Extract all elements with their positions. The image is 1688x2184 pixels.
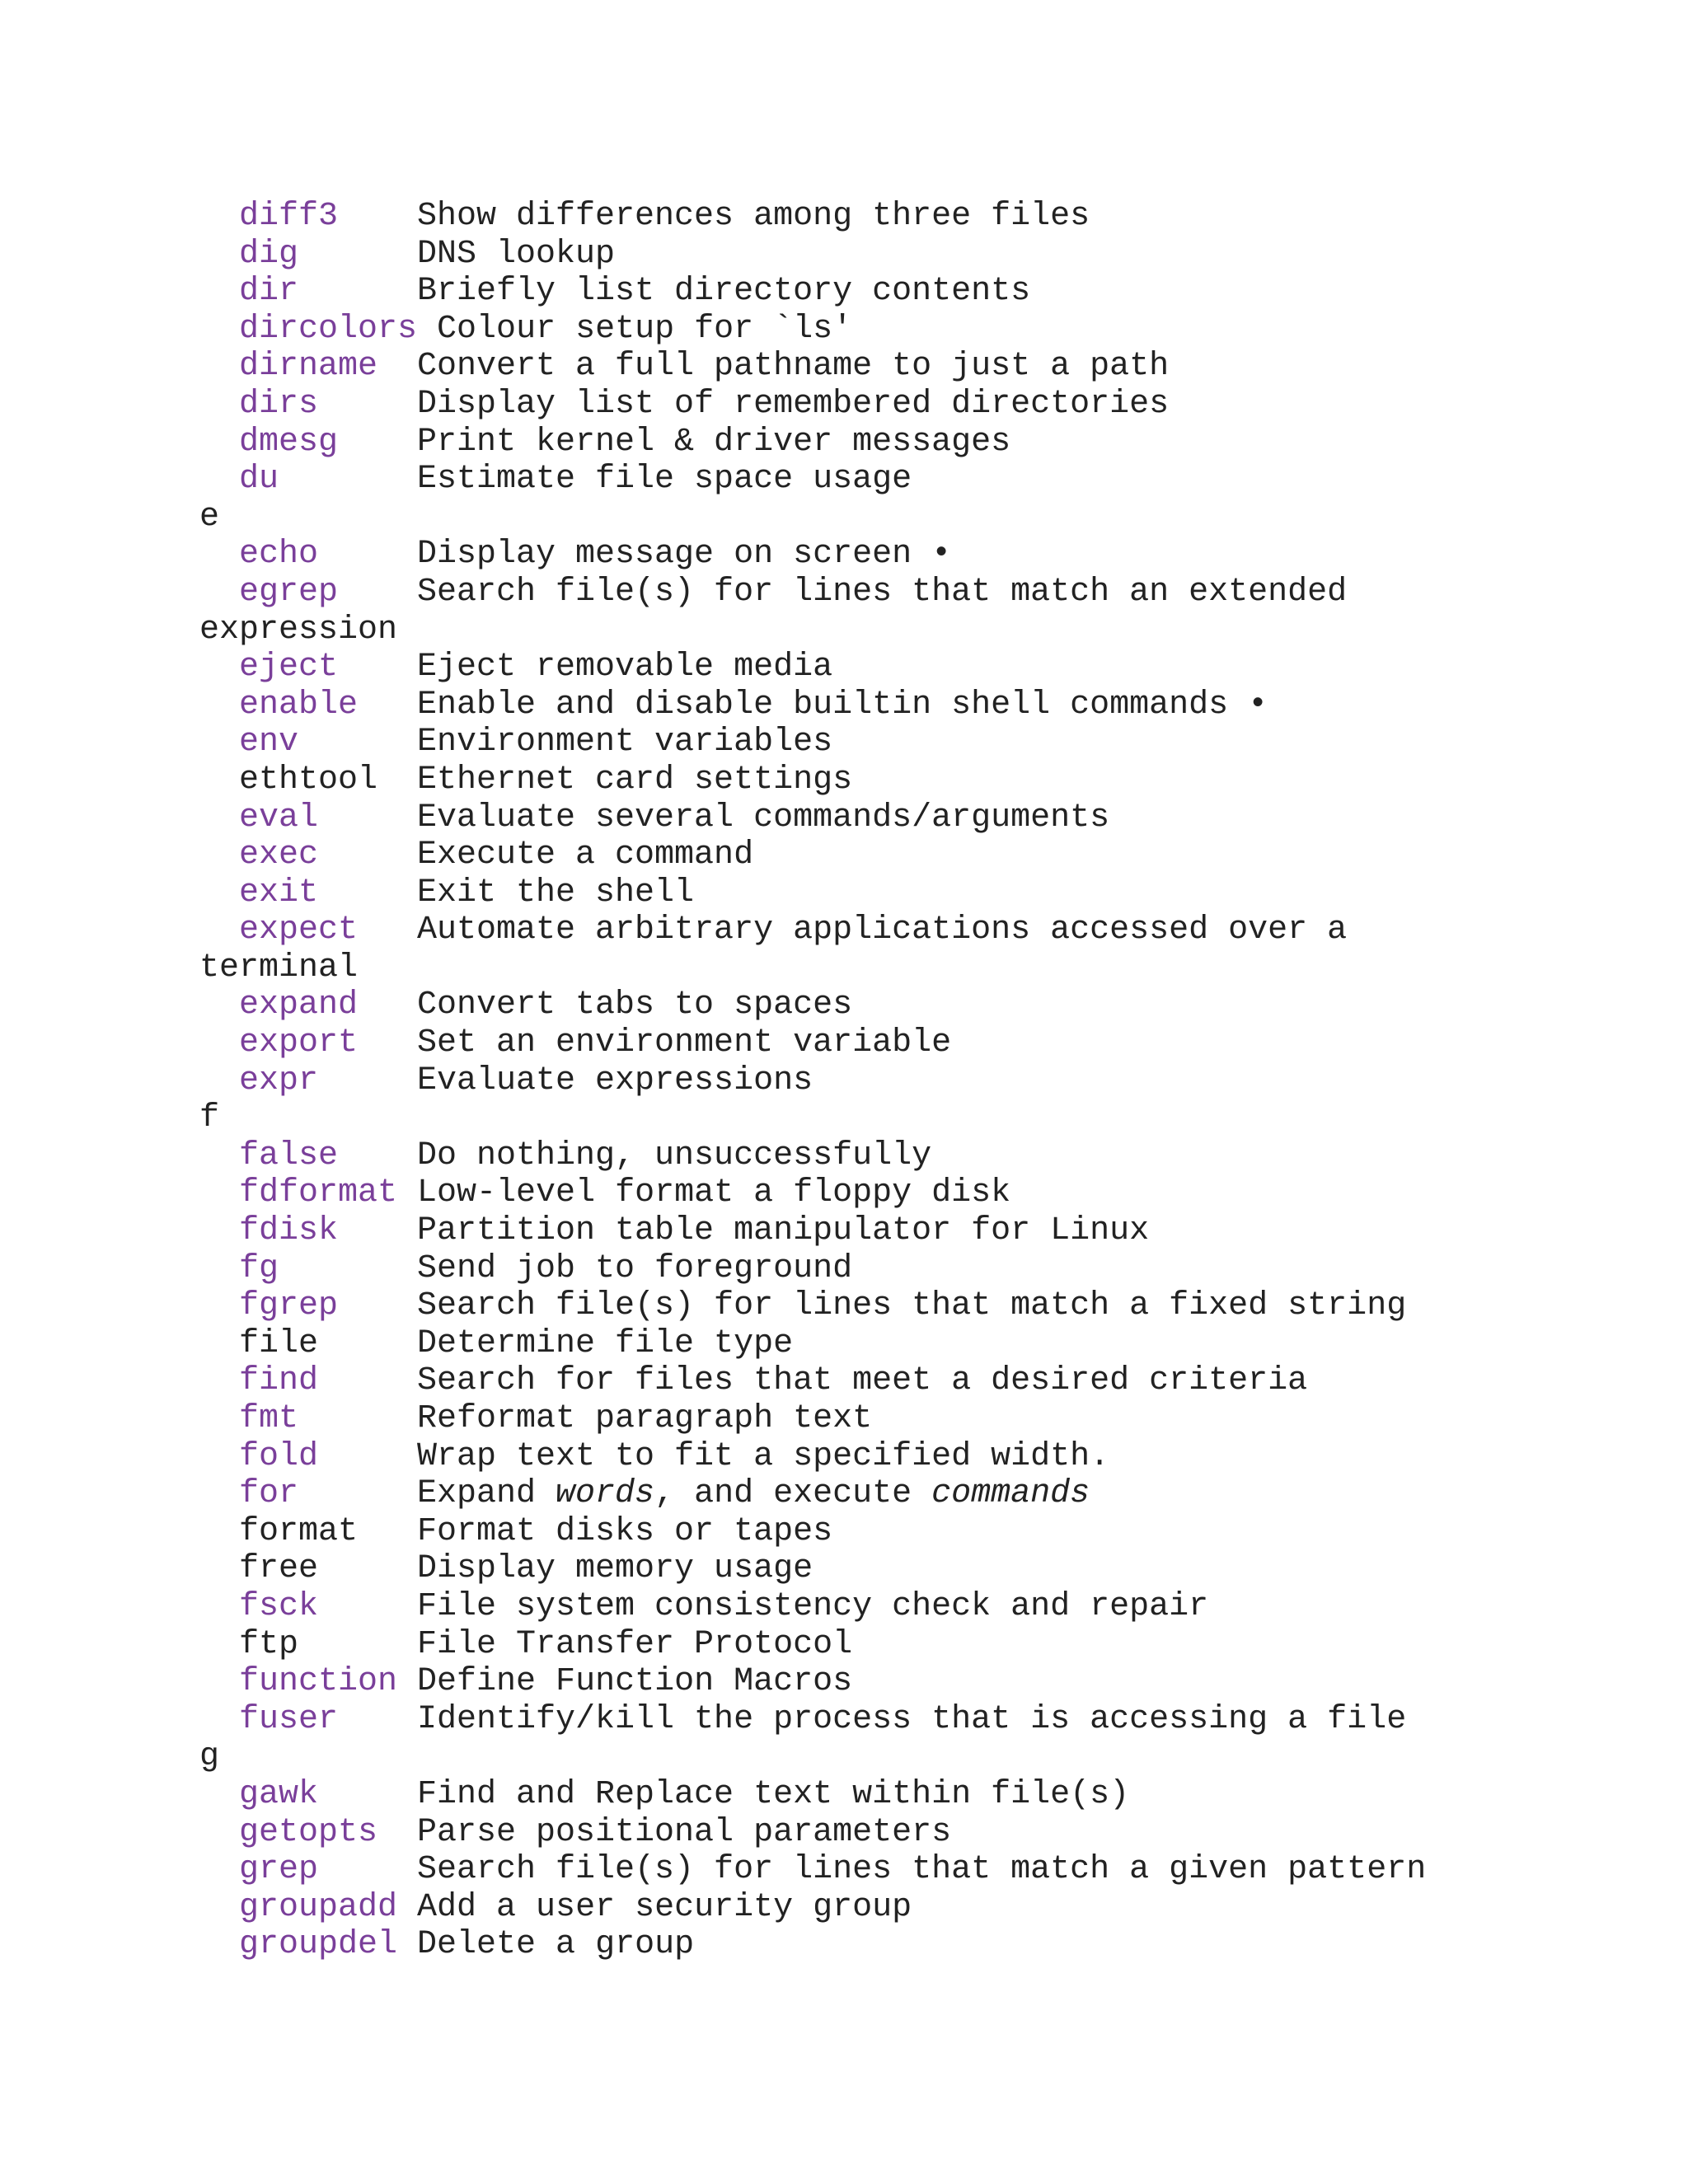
command-description: Determine file type bbox=[417, 1324, 794, 1362]
wrapped-description: expression bbox=[199, 611, 398, 649]
command-link[interactable]: fdisk bbox=[239, 1212, 339, 1250]
command-link[interactable]: fold bbox=[239, 1437, 319, 1475]
command-description: Execute a command bbox=[417, 837, 754, 874]
command-entry-function bbox=[199, 1663, 1426, 1701]
command-entry-exit bbox=[199, 874, 1426, 912]
command-entry-dirname bbox=[199, 348, 1426, 386]
command-description: Format disks or tapes bbox=[417, 1512, 833, 1550]
command-link[interactable]: dir bbox=[239, 273, 299, 311]
description-italic-term: commands bbox=[931, 1475, 1090, 1513]
description-text: , and execute bbox=[654, 1475, 932, 1513]
command-entry-groupdel bbox=[199, 1926, 1426, 1964]
command-description: Parse positional parameters bbox=[417, 1813, 952, 1851]
command-link[interactable]: exit bbox=[239, 874, 319, 912]
command-link[interactable]: grep bbox=[239, 1851, 319, 1889]
command-entry-export bbox=[199, 1024, 1426, 1062]
command-description: Display memory usage bbox=[417, 1550, 814, 1588]
command-entry-fdformat bbox=[199, 1174, 1426, 1212]
command-link[interactable]: dmesg bbox=[239, 423, 339, 461]
command-description bbox=[417, 1475, 1090, 1512]
command-link[interactable]: function bbox=[239, 1663, 398, 1701]
command-link[interactable]: egrep bbox=[239, 573, 339, 611]
command-entry-ethtool bbox=[199, 762, 1426, 799]
command-description: Automate arbitrary applications accessed over a bbox=[417, 912, 1348, 949]
command-description: Display message on screen • bbox=[417, 536, 952, 574]
command-description: Define Function Macros bbox=[417, 1663, 853, 1701]
command-description: Set an environment variable bbox=[417, 1024, 952, 1062]
command-link[interactable]: expr bbox=[239, 1062, 319, 1099]
command-link[interactable]: env bbox=[239, 724, 299, 762]
command-name: format bbox=[239, 1512, 359, 1550]
description-text: Expand bbox=[417, 1475, 556, 1513]
command-link[interactable]: fdformat bbox=[239, 1174, 398, 1212]
command-description: Estimate file space usage bbox=[417, 461, 912, 499]
command-link[interactable]: false bbox=[239, 1137, 339, 1174]
command-name: ftp bbox=[239, 1625, 299, 1663]
command-entry-for bbox=[199, 1475, 1426, 1513]
command-description: Delete a group bbox=[417, 1926, 695, 1964]
command-link[interactable]: groupadd bbox=[239, 1888, 398, 1926]
description-italic-term: words bbox=[556, 1475, 655, 1513]
command-link[interactable]: groupdel bbox=[239, 1926, 398, 1964]
command-entry-dir bbox=[199, 273, 1426, 311]
command-entry-ftp bbox=[199, 1626, 1426, 1664]
command-description: Exit the shell bbox=[417, 874, 695, 912]
command-link[interactable]: dirs bbox=[239, 385, 319, 423]
command-entry-env bbox=[199, 724, 1426, 762]
command-listing bbox=[199, 198, 1426, 1964]
section-letter: f bbox=[199, 1099, 220, 1137]
command-link[interactable]: fgrep bbox=[239, 1287, 339, 1325]
command-description: Search file(s) for lines that match an extended bbox=[417, 573, 1348, 611]
command-entry-getopts bbox=[199, 1814, 1426, 1852]
command-link[interactable]: dirname bbox=[239, 348, 378, 386]
command-link[interactable]: for bbox=[239, 1475, 299, 1513]
command-description: Identify/kill the process that is accessing a file bbox=[417, 1700, 1407, 1738]
command-description: Wrap text to fit a specified width. bbox=[417, 1437, 1110, 1475]
command-entry-file bbox=[199, 1325, 1426, 1363]
command-link[interactable]: expect bbox=[239, 912, 359, 949]
command-description: Print kernel & driver messages bbox=[417, 423, 1011, 461]
command-entry-grep bbox=[199, 1851, 1426, 1889]
command-entry-find bbox=[199, 1362, 1426, 1400]
command-link[interactable]: dig bbox=[239, 235, 299, 273]
command-description: Convert a full pathname to just a path bbox=[417, 348, 1170, 386]
command-entry-groupadd bbox=[199, 1889, 1426, 1927]
command-description: Find and Replace text within file(s) bbox=[417, 1775, 1130, 1813]
command-entry-eject bbox=[199, 649, 1426, 687]
command-link[interactable]: echo bbox=[239, 536, 319, 574]
command-description: Enable and disable builtin shell commands • bbox=[417, 686, 1268, 724]
command-description: Low-level format a floppy disk bbox=[417, 1174, 1011, 1212]
command-entry-fold bbox=[199, 1438, 1426, 1476]
command-name: file bbox=[239, 1324, 319, 1362]
command-link[interactable]: dircolors bbox=[239, 310, 418, 348]
command-description: File system consistency check and repair bbox=[417, 1587, 1209, 1625]
command-description: File Transfer Protocol bbox=[417, 1625, 853, 1663]
command-entry-fgrep bbox=[199, 1287, 1426, 1325]
command-link[interactable]: du bbox=[239, 461, 279, 499]
command-link[interactable]: expand bbox=[239, 987, 359, 1024]
command-description: Colour setup for `ls' bbox=[437, 310, 853, 348]
command-entry-expr bbox=[199, 1062, 1426, 1100]
command-description: Search file(s) for lines that match a given pattern bbox=[417, 1851, 1427, 1889]
command-description: Reformat paragraph text bbox=[417, 1400, 873, 1437]
command-description: Show differences among three files bbox=[417, 198, 1090, 235]
command-entry-diff3 bbox=[199, 198, 1426, 236]
command-link[interactable]: fmt bbox=[239, 1400, 299, 1437]
command-link[interactable]: gawk bbox=[239, 1775, 319, 1813]
command-link[interactable]: enable bbox=[239, 686, 359, 724]
command-description: Partition table manipulator for Linux bbox=[417, 1212, 1150, 1250]
command-entry-fmt bbox=[199, 1400, 1426, 1438]
command-description: Eject removable media bbox=[417, 649, 833, 687]
command-description: Add a user security group bbox=[417, 1888, 912, 1926]
command-link[interactable]: fg bbox=[239, 1249, 279, 1287]
command-description: Briefly list directory contents bbox=[417, 273, 1031, 311]
command-entry-exec bbox=[199, 837, 1426, 874]
command-name: free bbox=[239, 1550, 319, 1588]
section-letter: e bbox=[199, 498, 220, 536]
command-entry-free bbox=[199, 1550, 1426, 1588]
command-description: Display list of remembered directories bbox=[417, 385, 1170, 423]
command-entry-expand bbox=[199, 987, 1426, 1024]
command-description: Convert tabs to spaces bbox=[417, 987, 853, 1024]
command-link[interactable]: exec bbox=[239, 837, 319, 874]
command-description: Search file(s) for lines that match a fixed string bbox=[417, 1287, 1407, 1325]
command-link[interactable]: eject bbox=[239, 649, 339, 687]
command-description: Send job to foreground bbox=[417, 1249, 853, 1287]
command-entry-false bbox=[199, 1137, 1426, 1175]
command-entry-echo bbox=[199, 536, 1426, 574]
command-entry-fdisk bbox=[199, 1212, 1426, 1250]
command-entry-dircolors bbox=[199, 311, 1426, 349]
command-entry-dirs bbox=[199, 386, 1426, 424]
command-description: Evaluate expressions bbox=[417, 1062, 814, 1099]
command-link[interactable]: export bbox=[239, 1024, 359, 1062]
command-entry-enable bbox=[199, 687, 1426, 724]
command-entry-dmesg bbox=[199, 424, 1426, 462]
command-description: Search for files that meet a desired criteria bbox=[417, 1362, 1308, 1400]
command-entry-fsck bbox=[199, 1588, 1426, 1626]
command-entry-expect bbox=[199, 912, 1426, 949]
command-link[interactable]: diff3 bbox=[239, 198, 339, 235]
command-entry-dig bbox=[199, 236, 1426, 274]
command-description: Do nothing, unsuccessfully bbox=[417, 1137, 932, 1174]
command-entry-fuser bbox=[199, 1701, 1426, 1739]
command-entry-format bbox=[199, 1513, 1426, 1551]
command-link[interactable]: fuser bbox=[239, 1700, 339, 1738]
command-description: Evaluate several commands/arguments bbox=[417, 799, 1110, 837]
command-entry-du bbox=[199, 461, 1426, 499]
command-link[interactable]: fsck bbox=[239, 1587, 319, 1625]
command-entry-eval bbox=[199, 799, 1426, 837]
section-letter: g bbox=[199, 1738, 220, 1776]
command-entry-fg bbox=[199, 1250, 1426, 1288]
command-description: Environment variables bbox=[417, 724, 833, 762]
command-entry-gawk bbox=[199, 1776, 1426, 1814]
wrapped-description: terminal bbox=[199, 949, 359, 987]
command-description: Ethernet card settings bbox=[417, 761, 853, 799]
command-description: DNS lookup bbox=[417, 235, 616, 273]
command-link[interactable]: find bbox=[239, 1362, 319, 1400]
command-link[interactable]: eval bbox=[239, 799, 319, 837]
command-name: ethtool bbox=[239, 761, 378, 799]
command-entry-egrep bbox=[199, 574, 1426, 612]
command-link[interactable]: getopts bbox=[239, 1813, 378, 1851]
